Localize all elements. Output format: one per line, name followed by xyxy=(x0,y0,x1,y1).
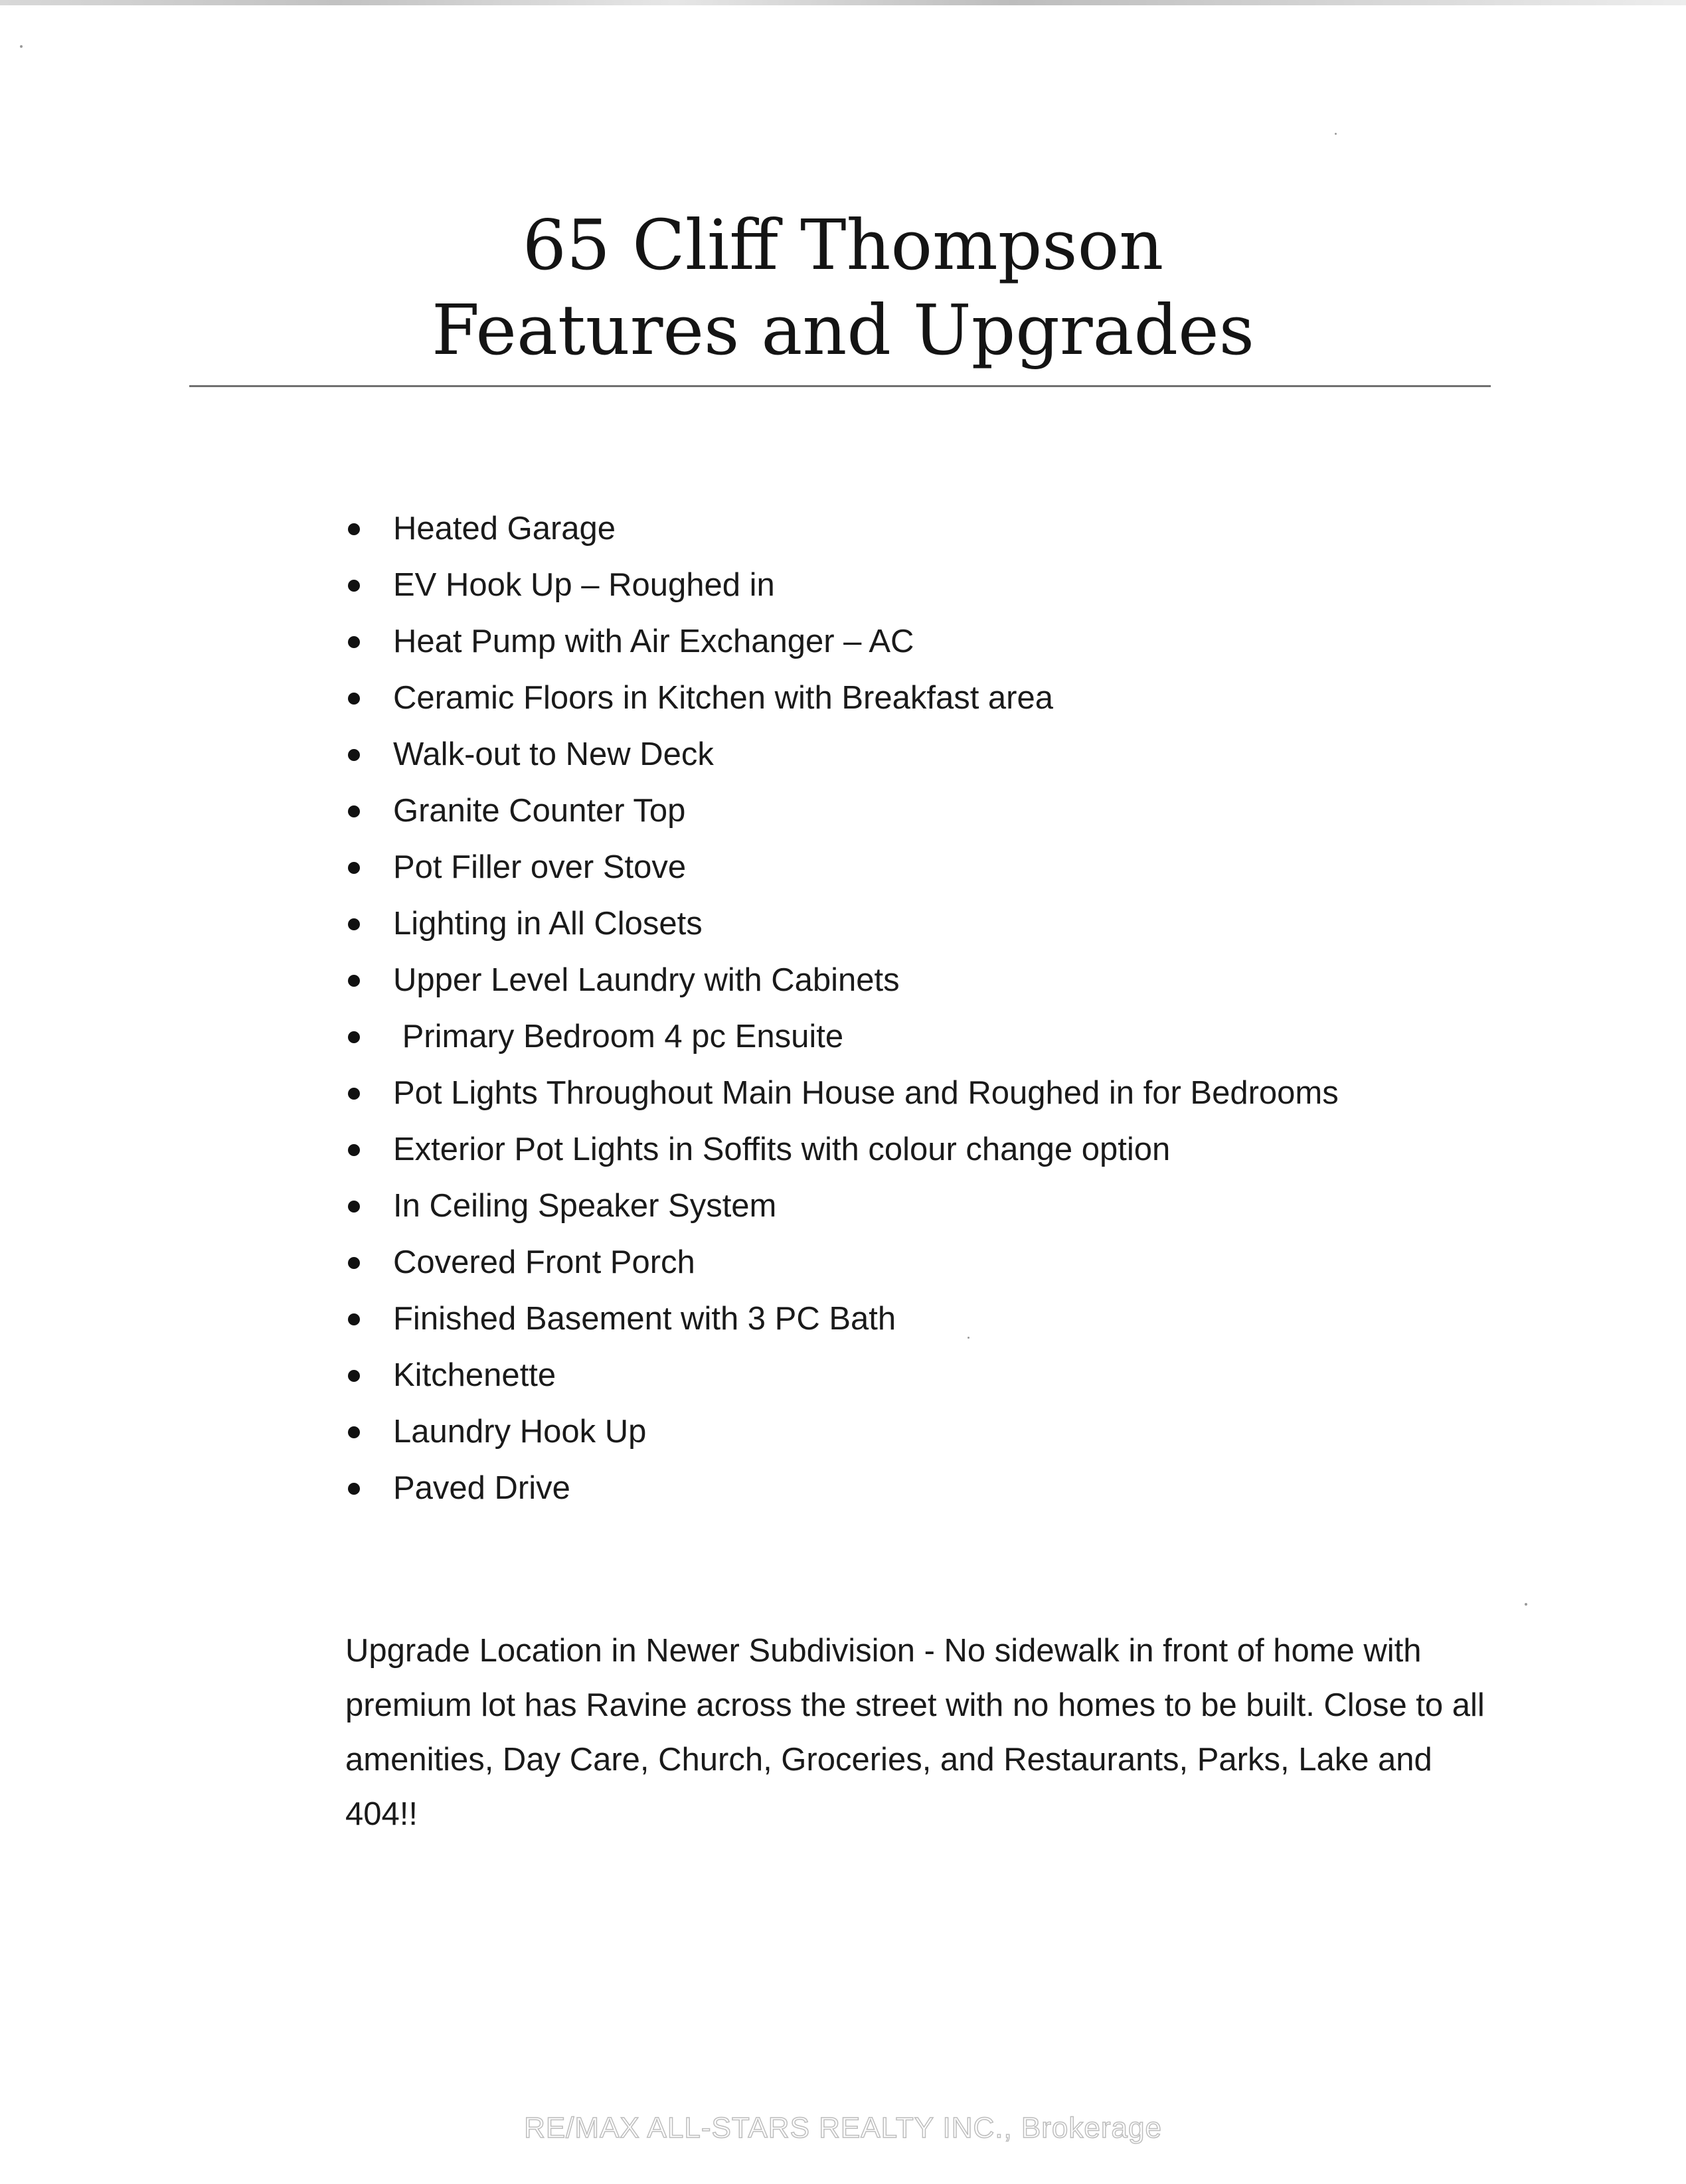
bullet-icon xyxy=(348,1483,360,1495)
feature-item xyxy=(345,1122,1339,1178)
feature-text: Paved Drive xyxy=(393,1470,570,1506)
feature-item xyxy=(345,1460,1339,1517)
bullet-icon xyxy=(348,1257,360,1269)
feature-item xyxy=(345,1234,1339,1291)
feature-text: Kitchenette xyxy=(393,1357,556,1393)
feature-item xyxy=(345,670,1339,726)
feature-item xyxy=(345,839,1339,896)
feature-item xyxy=(345,1178,1339,1234)
feature-item xyxy=(345,614,1339,670)
feature-text: Finished Basement with 3 PC Bath xyxy=(393,1301,896,1337)
bullet-icon xyxy=(348,749,360,761)
scan-speck xyxy=(1335,133,1337,135)
bullet-icon xyxy=(348,1201,360,1213)
feature-item xyxy=(345,1291,1339,1347)
feature-text: Lighting in All Closets xyxy=(393,906,703,942)
title-address: 65 Cliff Thompson xyxy=(522,205,1164,286)
bullet-icon xyxy=(348,1370,360,1382)
bullet-icon xyxy=(348,1088,360,1100)
feature-item xyxy=(345,501,1339,557)
feature-text: Upper Level Laundry with Cabinets xyxy=(393,962,900,998)
feature-text: Walk-out to New Deck xyxy=(393,736,714,772)
feature-item xyxy=(345,726,1339,783)
feature-item xyxy=(345,896,1339,952)
bullet-icon xyxy=(348,1144,360,1156)
bullet-icon xyxy=(348,636,360,648)
bullet-icon xyxy=(348,805,360,817)
bullet-icon xyxy=(348,975,360,987)
feature-text: Laundry Hook Up xyxy=(393,1414,647,1450)
feature-item xyxy=(345,1347,1339,1404)
feature-text: Ceramic Floors in Kitchen with Breakfast area xyxy=(393,680,1053,716)
scan-speck xyxy=(20,45,23,48)
scan-speck xyxy=(1525,1603,1527,1606)
feature-item xyxy=(345,1009,1339,1065)
feature-text: Pot Lights Throughout Main House and Roughed in for Bedrooms xyxy=(393,1075,1339,1111)
title-subtitle: Features and Upgrades xyxy=(431,290,1255,371)
features-list xyxy=(345,501,1339,1517)
feature-text: Heat Pump with Air Exchanger – AC xyxy=(393,624,914,659)
feature-text: Covered Front Porch xyxy=(393,1244,695,1280)
title-divider xyxy=(189,385,1491,387)
bullet-icon xyxy=(348,1426,360,1438)
feature-item xyxy=(345,1404,1339,1460)
bullet-icon xyxy=(348,523,360,535)
bullet-icon xyxy=(348,918,360,930)
feature-item xyxy=(345,952,1339,1009)
document-title xyxy=(0,203,1686,373)
feature-item xyxy=(345,1065,1339,1122)
feature-text: In Ceiling Speaker System xyxy=(393,1188,777,1224)
bullet-icon xyxy=(348,693,360,705)
feature-item xyxy=(345,557,1339,614)
feature-text: Heated Garage xyxy=(393,511,616,546)
feature-text: Exterior Pot Lights in Soffits with colour change option xyxy=(393,1132,1171,1167)
feature-text: EV Hook Up – Roughed in xyxy=(393,567,775,603)
feature-item xyxy=(345,783,1339,839)
scan-edge xyxy=(0,0,1686,5)
brokerage-watermark: RE/MAX ALL-STARS REALTY INC., Brokerage xyxy=(524,2112,1162,2144)
bullet-icon xyxy=(348,580,360,592)
location-description: Upgrade Location in Newer Subdivision - No sidewalk in front of home with premium lot has Ravine across the street with no homes to be built. Close to all amenities, Day Care, Church, Groceries, and Restaurants, Parks, Lake and 404!! xyxy=(345,1633,1485,1832)
feature-text: Granite Counter Top xyxy=(393,793,686,829)
feature-text: Primary Bedroom 4 pc Ensuite xyxy=(393,1019,844,1054)
feature-text: Pot Filler over Stove xyxy=(393,849,687,885)
scan-speck xyxy=(968,1337,969,1339)
bullet-icon xyxy=(348,1031,360,1043)
bullet-icon xyxy=(348,1313,360,1325)
bullet-icon xyxy=(348,862,360,874)
